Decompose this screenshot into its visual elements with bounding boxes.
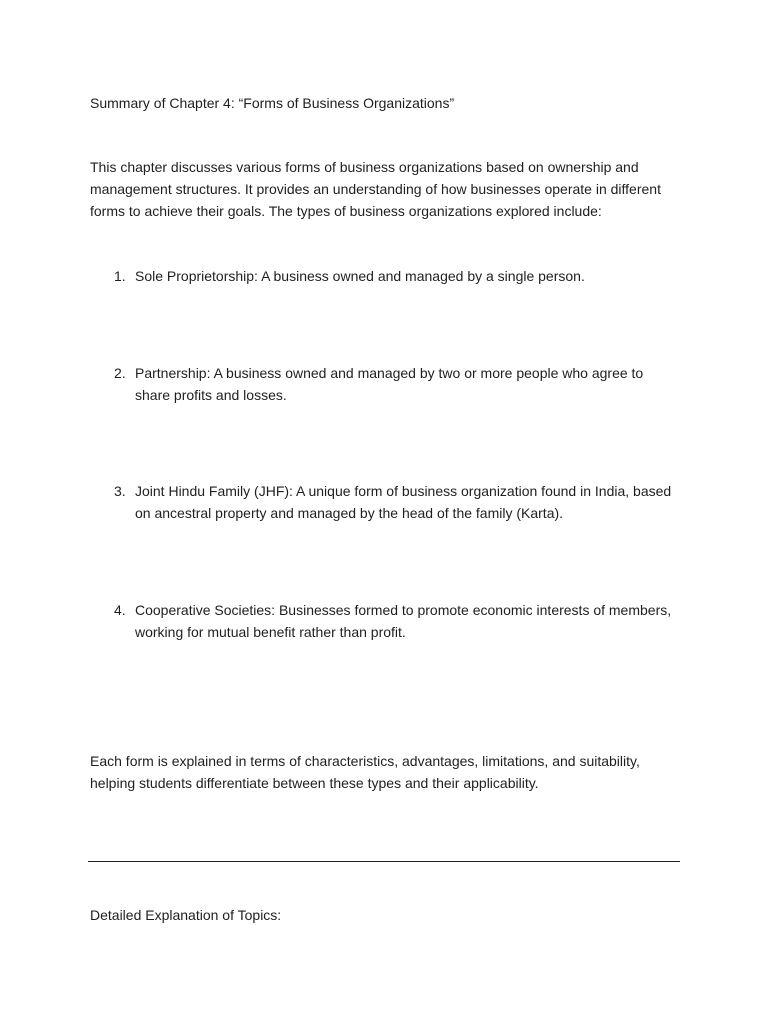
list-item-number: 4. [114, 602, 126, 618]
list-item-number: 3. [114, 483, 126, 499]
list-item [90, 480, 682, 524]
intro-paragraph: This chapter discusses various forms of business organizations based on ownership and management structures. It provides an understanding of how businesses operate in different forms to achieve their goals. The types of business organizations explored include: [90, 159, 661, 219]
list-item-text: Partnership: A business owned and managed by two or more people who agree to share profits and losses. [135, 365, 644, 403]
horizontal-divider [88, 861, 680, 862]
list-item-number: 1. [114, 268, 126, 284]
list-item-text: Cooperative Societies: Businesses formed to promote economic interests of members, working for mutual benefit rather than profit. [135, 602, 672, 640]
section-subheading: Detailed Explanation of Topics: [90, 907, 282, 923]
list-item [90, 265, 682, 287]
list-item-text: Sole Proprietorship: A business owned and managed by a single person. [135, 268, 585, 284]
outro-paragraph: Each form is explained in terms of characteristics, advantages, limitations, and suitability, helping students differentiate between these types and their applicability. [90, 753, 640, 791]
document-title: Summary of Chapter 4: “Forms of Business Organizations” [90, 95, 455, 111]
list-item-text: Joint Hindu Family (JHF): A unique form of business organization found in India, based on ancestral property and managed by the head of the family (Karta). [135, 483, 672, 521]
list-item-number: 2. [114, 365, 126, 381]
list-item [90, 362, 682, 406]
list-item [90, 599, 682, 643]
